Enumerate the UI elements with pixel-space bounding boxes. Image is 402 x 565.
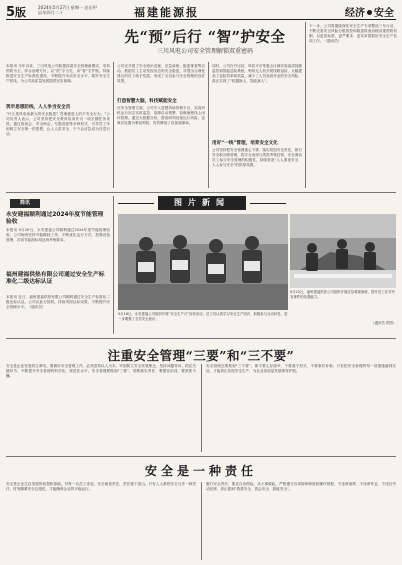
section-name: 经济 安全 [345,8,394,19]
section-divider [6,192,396,193]
article2-body-2: 安全管理还要做到“三不要”，即不要心存侥幸、不要流于形式、不要事后补救。只有把安全管理的每一项措施落到实处，才能真正实现安全生产，为企业高质量发展保驾护航。 [206,364,396,374]
article3-headline: 安全是一种责任 [144,464,257,478]
banner-rule [118,203,154,204]
section-divider [6,338,396,339]
photo-students [118,214,288,310]
section-divider [6,456,396,457]
lead-body-col3: 同时，公司在升压站、风机平台等重点区域安装高清视频监控和智能巡检系统，利用无人机开展线路巡检，大幅提高了巡检效率和质量，减少了人员登高作业的安全风险，真正实现了“机器换人、智能减人”。 [212,64,302,84]
lead-body-col2: 公司还开展了安全知识竞赛、应急演练、隐患排查等活动，鼓励员工主动发现身边的安全隐患，对提出合理化建议的员工给予奖励，形成了全员参与安全管理的良好氛围。 [117,64,205,84]
brief-body-2: 本报讯 近日，福州建福供热有限公司顺利通过安全生产标准化二级达标认证。公司以此为契机，持续巩固达标成果，不断提升安全管理水平。（通讯员） [6,295,110,310]
lead-body-col2b: 在安全管理方面，公司引入智慧风场管理平台，实现风机运行状态实时监控、故障自动预警、检修流程线上闭环管理。通过大数据分析，提前研判设备运行风险，变事后处置为事前预防，有效降低了设备故障率。 [117,106,205,126]
masthead [6,4,396,20]
photo-caption-1: 5月16日，永安建福公司组织开展“安全生产月”宣传活动，员工们认真学习安全生产知识，积极参与互动问答，进一步增强了全员安全意识。 [118,312,288,321]
column-divider [201,364,202,452]
photo-caption-2: 5月22日，福州建福供热公司组织开展应急救援演练，提升员工应对突发事件的处置能力。 [290,290,395,299]
column-divider [113,62,114,188]
brief-title-1: 永安建福顺利通过2024年度节能管理验收 [6,212,104,225]
column-divider [201,482,202,560]
lead-headline: 先“预”后行 “智”护安全 [124,29,286,46]
photo-rescue-drill [290,214,396,288]
dot-icon [367,10,372,15]
lead-subhead-2: 打造智慧大脑，科技赋能安全 [117,99,177,104]
lead-subtitle: 三川风电公司安全管理解锁双重密码 [156,48,253,55]
lead-body-col4: 下一步，公司将继续深化安全生产专项整治三年行动，不断完善安全风险分级管控和隐患排查治理双重预防机制，以更高标准、更严要求、更实举措抓好安全生产各项工作。（通讯员） [309,24,397,44]
page-number: 5版 [6,5,27,20]
brief-body-1: 本报讯 5月20日，永安建福公司顺利通过2024年度节能管理验收。公司始终坚持节能降耗工作，不断优化运行方式，加强设备管理，各项节能指标均达到考核要求。 [6,228,110,243]
brief-title-2: 福州建福供热有限公司通过安全生产标准化二级达标认证 [6,272,105,285]
lead-subhead-1: 筑牢思想防线，人人争当安全员 [6,105,71,110]
photo-news-label: 图片新闻 [158,196,246,210]
column-divider [113,196,114,334]
lead-body-col1: 本报讯 今年以来，三川风电公司积极探索安全管理新模式，坚持预防为主、综合治理方针，以“预”字当先，用“智”字护航，持续推进安全生产标准化建设，不断提升本质安全水平，筑牢安全生产防线，为公司高质量发展提供坚实保障。 [6,64,110,84]
brief-tag: 简讯 [10,199,40,208]
article3-body-2: 履行安全责任，要从自身做起，从小事做起，严格遵守各项规章制度和操作规程，不违章指挥、不违章作业、不违反劳动纪律，真正做到“我要安全、我会安全、我能安全”。 [206,482,396,492]
lead-body-col3b: 公司坚持把安全管理重心下移，落实班组安全责任，推行安全积分制管理，将安全表现与绩效考核挂钩，充分调动员工参与安全管理的积极性，持续营造“人人重视安全、人人参与安全”的浓厚氛围。 [212,148,302,168]
article2-body-1: 安全是企业发展的生命线。要做好安全管理工作，必须坚持以人为本，牢固树立安全发展理念，坚持问题导向，抓住关键环节，不断提升安全管理的科学化、规范化水平。安全管理要做到“三要”，即要落实责任、要强化培训、要常抓不懈。 [6,364,196,379]
column-divider [305,22,306,188]
lead-body-col1b: “什么是风电场最大的安全隐患？答案就是人的不安全行为。”公司负责人表示，公司坚持把安全教育培训作为一项长期任务来抓，通过班前会、安全例会、专题讲座等多种形式，引导员工牢固树立安全第一的思想，让人人讲安全、个个会应急成为自觉行动。 [6,112,110,137]
article2-headline: 注重安全管理“三要”和“三不要” [107,348,295,363]
banner-rule [250,203,286,204]
photo-news-banner [118,196,286,210]
lead-subhead-3: 用好“一线”管理，培育安全文化 [212,141,278,146]
paper-name: 福建能源报 [134,6,199,19]
issue-date: 2024年5月27日 星期一 农历甲辰年四月二十 [38,5,97,15]
article3-body-1: 安全是企业生存发展的前提和基础。对每一名员工来说，安全就是责任，责任重于泰山。只有人人都把安全当作一种责任，时刻绷紧安全这根弦，才能确保企业的平稳运行。 [6,482,196,492]
column-divider [208,62,209,188]
photo-credit: （通讯员 供图） [371,321,396,325]
